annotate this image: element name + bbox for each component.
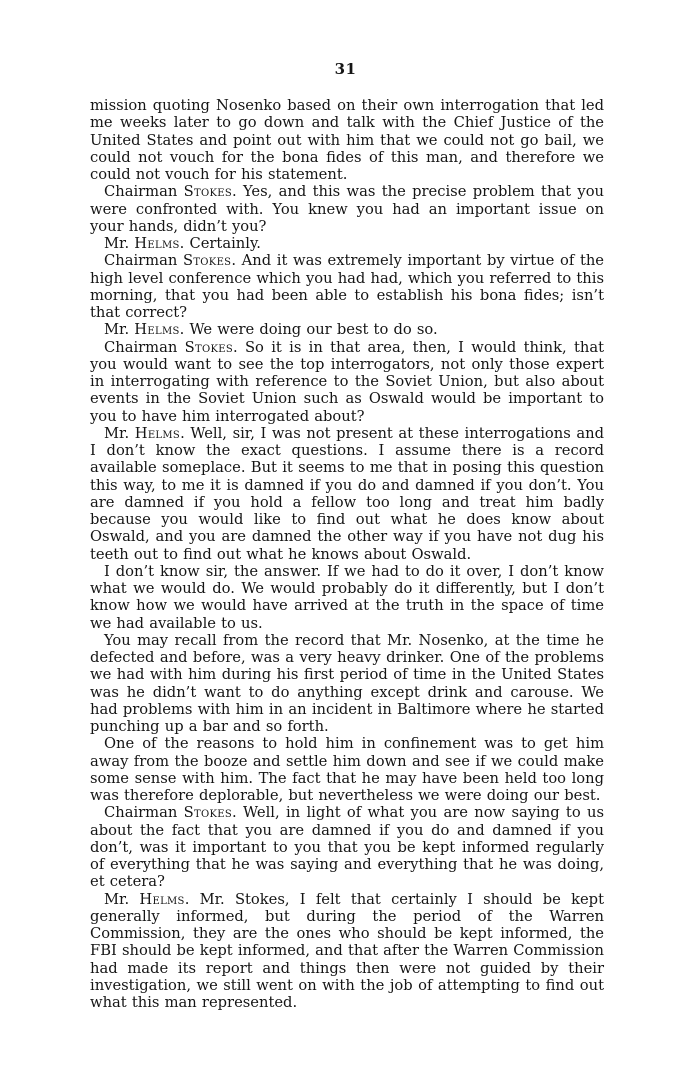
speaker-name: Helms — [134, 235, 180, 252]
paragraph — [90, 252, 604, 321]
speaker-name: Stokes — [183, 183, 233, 201]
text-run: Mr. — [104, 235, 135, 252]
page-number: 31 — [334, 60, 357, 78]
text-run: I don’t know sir, the answer. If we had to do it over, I don’t know what we would do. We would probably do it differently, but I don’t know how we would have arrived at the truth in the space of time we had available to us. — [90, 562, 604, 632]
speaker-name: Stokes — [183, 804, 232, 822]
paragraph — [90, 632, 604, 736]
paragraph — [90, 563, 604, 632]
text-run: Mr. — [104, 424, 135, 442]
text-run: . So it is in that area, then, I would think, that you would want to see the top interrogators, not only those expert in interrogating with reference to the Soviet Union, but also about events in the Soviet Union such as Oswald would be important to you to have him interrogated about? — [90, 338, 605, 425]
speaker-name: Helms — [134, 424, 181, 442]
paragraph — [90, 235, 604, 252]
speaker-name: Stokes — [184, 338, 233, 356]
speaker-name: Helms — [134, 321, 180, 339]
text-run: Chairman — [104, 804, 184, 822]
text-run: . Certainly. — [179, 235, 261, 252]
speaker-name: Helms — [139, 890, 185, 908]
paragraph — [90, 891, 604, 1012]
text-run: . Yes, and this was the precise problem that you were confronted with. You knew you had an important issue on your hands, didn’t you? — [90, 183, 605, 235]
text-run: . Well, in light of what you are now saying to us about the fact that you are damned if you do and damned if you don’t, was it important to you that you be kept informed regularly of everything that he was saying and everything that he was doing, et cetera? — [90, 804, 604, 891]
text-run: Chairman — [104, 252, 183, 270]
text-run: . We were doing our best to do so. — [179, 321, 438, 339]
paragraph — [90, 804, 604, 890]
text-run: Chairman — [104, 338, 185, 356]
paragraph — [90, 183, 604, 235]
paragraph — [90, 735, 604, 804]
paragraph — [90, 339, 604, 425]
page-body — [90, 97, 604, 1011]
text-run: mission quoting Nosenko based on their own interrogation that led me weeks later to go down and talk with the Chief Justice of the United States and point out with him that we could not go bail, we could not vouch for the bona fides of this man, and therefore we could not vouch for his statement. — [90, 97, 604, 183]
paragraph — [90, 425, 604, 563]
text-run: . Mr. Stokes, I felt that certainly I should be kept generally informed, but during the period of the Warren Commission, they are the ones who should be kept informed, the FBI should be kept informed, and that after the Warren Commission had made its report and things then were not guided by their investigation, we still went on with the job of attempting to find out what this man represented. — [90, 890, 604, 1011]
text-run: One of the reasons to hold him in confinement was to get him away from the booze and settle him down and see if we could make some sense with him. The fact that he may have been held too long was therefore deplorable, but nevertheless we were doing our best. — [90, 735, 604, 804]
paragraph — [90, 97, 604, 183]
text-run: . Well, sir, I was not present at these interrogations and I don’t know the exact questions. I assume there is a record available someplace. But it seems to me that in posing this question this way, to me it is damned if you do and damned if you don’t. You are damned if you hold a fellow too long and treat him badly because you would like to find out what he does know about Oswald, and you are damned the other way if you have not dug his teeth out to find out what he knows about Oswald. — [90, 424, 604, 563]
text-run: Mr. — [104, 321, 135, 339]
speaker-name: Stokes — [182, 252, 232, 270]
text-run: . And it was extremely important by virtue of the high level conference which you had had, which you referred to this morning, that you had been able to establish his bona fides; isn’t that correct? — [90, 252, 604, 321]
paragraph — [90, 321, 604, 338]
text-run: You may recall from the record that Mr. Nosenko, at the time he defected and before, was a very heavy drinker. One of the problems we had with him during his first period of time in the United States was he didn’t want to do anything except drink and carouse. We had problems with him in an incident in Baltimore where he started punching up a bar and so forth. — [90, 631, 604, 735]
text-run: Mr. — [104, 890, 140, 908]
text-run: Chairman — [104, 183, 184, 201]
